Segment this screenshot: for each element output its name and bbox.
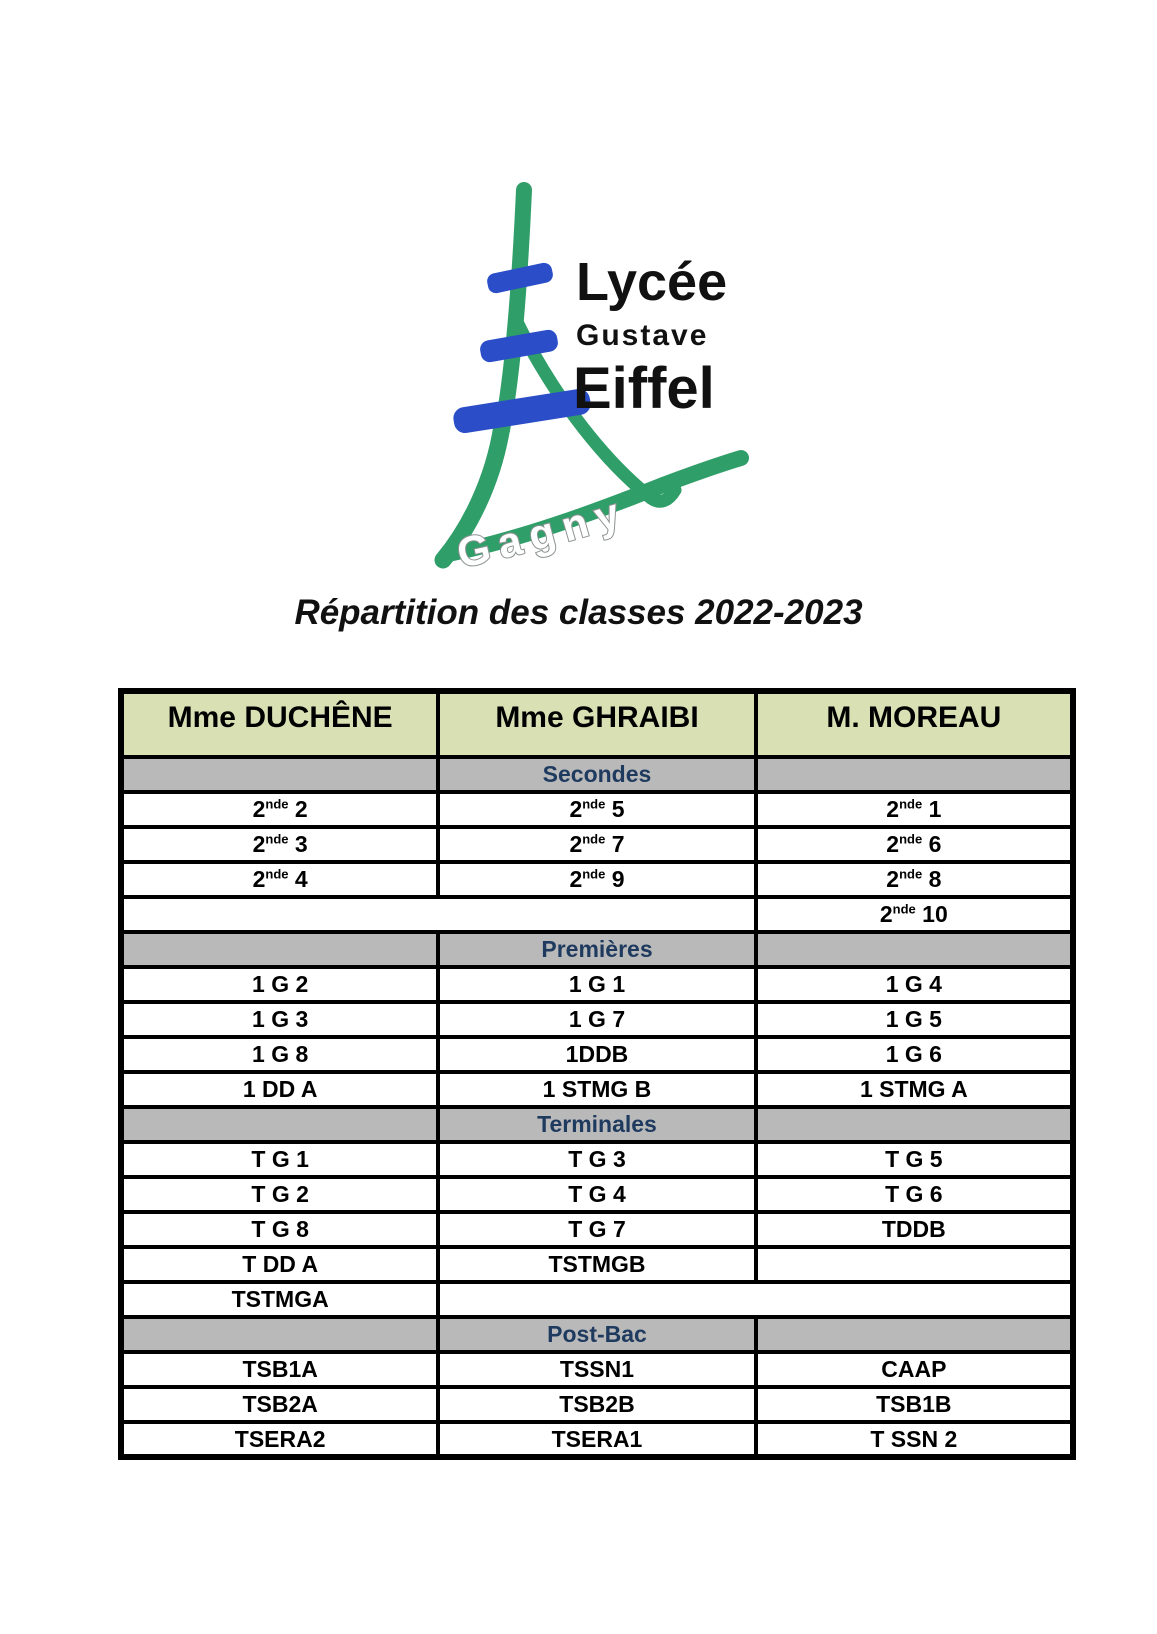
- section-label-cell: Premières: [438, 932, 755, 967]
- class-row: [121, 827, 1073, 862]
- class-superscript: nde: [892, 901, 916, 917]
- tower-band-bottom: [452, 387, 592, 434]
- class-cell: TSERA1: [438, 1422, 755, 1457]
- section-row: [121, 757, 1073, 792]
- class-cell: 2nde 1: [756, 792, 1073, 827]
- class-row: [121, 1037, 1073, 1072]
- class-row: [121, 1177, 1073, 1212]
- class-cell: 1 G 1: [438, 967, 755, 1002]
- class-cell: 2nde 9: [438, 862, 755, 897]
- class-row: [121, 1387, 1073, 1422]
- classes-table: [118, 688, 1076, 1460]
- class-cell: 1 G 2: [121, 967, 438, 1002]
- class-cell: 1 STMG A: [756, 1072, 1073, 1107]
- class-cell: T G 8: [121, 1212, 438, 1247]
- class-cell: TDDB: [756, 1212, 1073, 1247]
- class-cell: [756, 1247, 1073, 1282]
- class-row: [121, 1282, 1073, 1317]
- class-cell: 1 G 3: [121, 1002, 438, 1037]
- section-label-cell: Secondes: [438, 757, 755, 792]
- classes-table-head: [121, 691, 1073, 757]
- class-superscript: nde: [582, 796, 606, 812]
- class-cell: 1 G 5: [756, 1002, 1073, 1037]
- logo-school-line2: Gustave: [576, 319, 709, 352]
- section-label-cell: Post-Bac: [438, 1317, 755, 1352]
- class-cell: 2nde 8: [756, 862, 1073, 897]
- section-empty-cell: [121, 1107, 438, 1142]
- class-superscript: nde: [899, 796, 923, 812]
- section-label-cell: Terminales: [438, 1107, 755, 1142]
- class-cell: CAAP: [756, 1352, 1073, 1387]
- class-cell: T G 5: [756, 1142, 1073, 1177]
- class-superscript: nde: [582, 831, 606, 847]
- class-row: [121, 1142, 1073, 1177]
- class-cell: 1DDB: [438, 1037, 755, 1072]
- class-cell: 2nde 2: [121, 792, 438, 827]
- class-cell: TSB1A: [121, 1352, 438, 1387]
- class-cell: T G 6: [756, 1177, 1073, 1212]
- class-row: [121, 1352, 1073, 1387]
- class-cell: TSB1B: [756, 1387, 1073, 1422]
- section-empty-cell: [756, 932, 1073, 967]
- header-cell-duchene: Mme DUCHÊNE: [121, 691, 438, 757]
- section-empty-cell: [756, 1107, 1073, 1142]
- section-empty-cell: [121, 1317, 438, 1352]
- class-cell: TSSN1: [438, 1352, 755, 1387]
- class-cell: T DD A: [121, 1247, 438, 1282]
- class-cell: 1 G 4: [756, 967, 1073, 1002]
- class-cell: 1 G 7: [438, 1002, 755, 1037]
- header-row: [121, 691, 1073, 757]
- class-cell: 2nde 6: [756, 827, 1073, 862]
- class-cell: TSB2A: [121, 1387, 438, 1422]
- class-row: [121, 1072, 1073, 1107]
- class-row: [121, 1247, 1073, 1282]
- classes-table-body: [121, 757, 1073, 1457]
- class-cell: T SSN 2: [756, 1422, 1073, 1457]
- section-row: [121, 1107, 1073, 1142]
- class-cell: 1 G 6: [756, 1037, 1073, 1072]
- section-empty-cell: [756, 1317, 1073, 1352]
- class-cell: T G 4: [438, 1177, 755, 1212]
- class-cell: [121, 897, 756, 932]
- class-cell: 2nde 4: [121, 862, 438, 897]
- header-cell-moreau: M. MOREAU: [756, 691, 1073, 757]
- class-cell: 1 STMG B: [438, 1072, 755, 1107]
- school-logo: [423, 168, 773, 583]
- class-superscript: nde: [899, 831, 923, 847]
- page-title: Répartition des classes 2022-2023: [294, 593, 863, 632]
- class-cell: TSB2B: [438, 1387, 755, 1422]
- header-cell-ghraibi: Mme GHRAIBI: [438, 691, 755, 757]
- section-empty-cell: [121, 757, 438, 792]
- class-row: [121, 862, 1073, 897]
- class-row: [121, 1002, 1073, 1037]
- class-superscript: nde: [265, 831, 289, 847]
- class-cell: TSTMGA: [121, 1282, 438, 1317]
- logo-school-line3: Eiffel: [573, 356, 715, 421]
- class-cell: 1 DD A: [121, 1072, 438, 1107]
- class-row: [121, 1212, 1073, 1247]
- class-superscript: nde: [582, 866, 606, 882]
- class-cell: 1 G 8: [121, 1037, 438, 1072]
- class-row: [121, 792, 1073, 827]
- class-cell: T G 2: [121, 1177, 438, 1212]
- class-cell: T G 7: [438, 1212, 755, 1247]
- class-row: [121, 967, 1073, 1002]
- section-empty-cell: [121, 932, 438, 967]
- class-cell: 2nde 7: [438, 827, 755, 862]
- class-superscript: nde: [899, 866, 923, 882]
- section-empty-cell: [756, 757, 1073, 792]
- class-cell: [438, 1282, 1073, 1317]
- logo-city-text: Gagny: [452, 486, 634, 577]
- section-row: [121, 932, 1073, 967]
- class-superscript: nde: [265, 866, 289, 882]
- class-cell: T G 1: [121, 1142, 438, 1177]
- class-cell: T G 3: [438, 1142, 755, 1177]
- class-cell: 2nde 5: [438, 792, 755, 827]
- class-cell: 2nde 3: [121, 827, 438, 862]
- class-cell: 2nde 10: [756, 897, 1073, 932]
- tower-mast: [502, 190, 524, 430]
- class-row: [121, 1422, 1073, 1457]
- logo-school-line1: Lycée: [576, 252, 728, 312]
- section-row: [121, 1317, 1073, 1352]
- class-superscript: nde: [265, 796, 289, 812]
- class-cell: TSTMGB: [438, 1247, 755, 1282]
- class-row: [121, 897, 1073, 932]
- eiffel-tower-icon: [423, 168, 773, 583]
- class-cell: TSERA2: [121, 1422, 438, 1457]
